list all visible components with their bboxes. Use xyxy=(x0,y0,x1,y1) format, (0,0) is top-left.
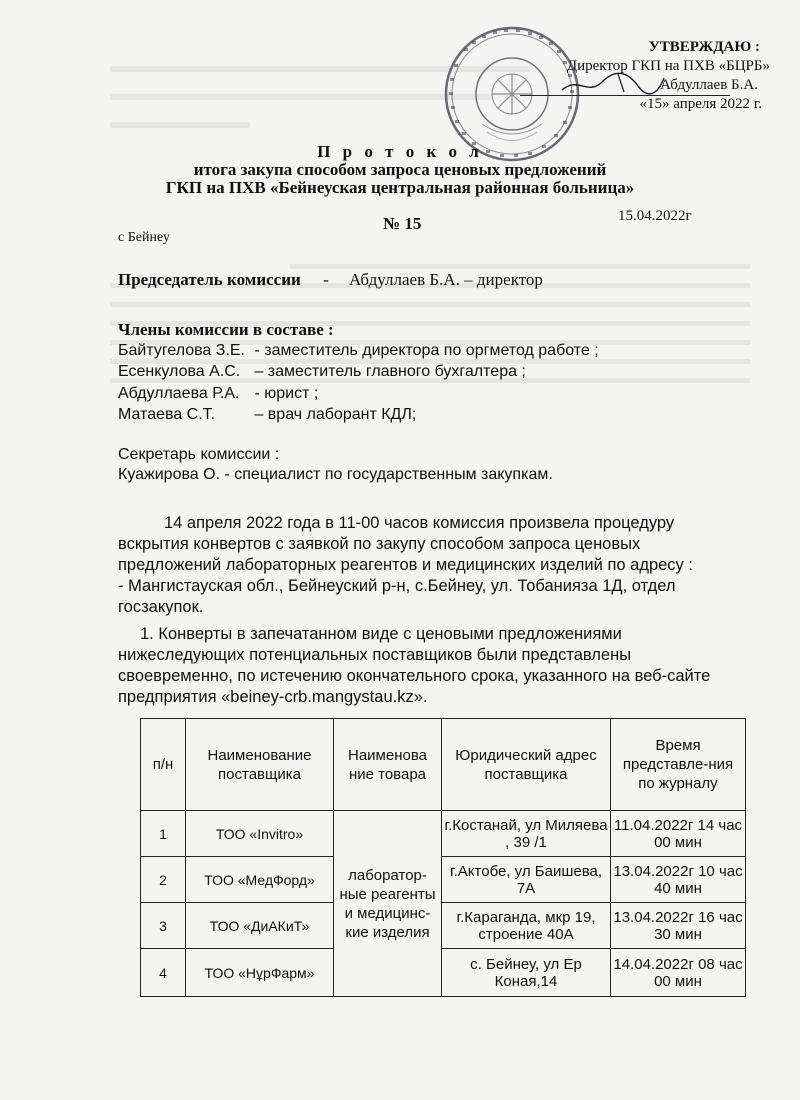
paragraph-line: нижеследующих потенциальных поставщиков были представлены xyxy=(118,646,632,664)
table-row xyxy=(141,949,746,997)
secretary-heading: Секретарь комиссии : xyxy=(118,446,280,463)
cell-time: 13.04.2022г 10 час 40 мин xyxy=(611,857,746,903)
secretary-value: Куажирова О. - специалист по государственным закупкам. xyxy=(118,466,553,483)
member-name: Матаева С.Т. xyxy=(118,406,216,423)
col-header-time: Время представле-ния по журналу xyxy=(611,719,746,811)
member-row xyxy=(118,406,416,424)
table-row xyxy=(141,857,746,903)
chairman-line xyxy=(118,270,543,290)
cell-address: с. Бейнеу, ул Ер Коная,14 xyxy=(442,949,611,997)
protocol-date: 15.04.2022г xyxy=(618,208,692,224)
cell-supplier: ТОО «ДиАКиТ» xyxy=(186,903,334,949)
approval-name: Абдуллаев Б.А. xyxy=(660,77,758,93)
paragraph-line: 14 апреля 2022 года в 11-00 часов комиссия произвела процедуру xyxy=(164,514,675,532)
member-role: - заместитель директора по оргметод работе ; xyxy=(254,342,599,359)
member-name: Абдуллаева Р.А. xyxy=(118,385,240,402)
protocol-number: № 15 xyxy=(383,214,422,233)
paragraph-line: предприятия «beiney-crb.mangystau.kz». xyxy=(118,688,428,706)
member-row xyxy=(118,342,599,360)
col-header-address: Юридический адрес поставщика xyxy=(442,719,611,811)
members-heading: Члены комиссии в составе : xyxy=(118,320,334,339)
protocol-place: с Бейнеу xyxy=(118,230,170,245)
chairman-dash: - xyxy=(323,270,329,289)
col-header-number: п/н xyxy=(141,719,186,811)
member-name: Байтугелова З.Е. xyxy=(118,342,245,359)
col-header-supplier: Наименование поставщика xyxy=(186,719,334,811)
member-row xyxy=(118,385,318,403)
member-role: – заместитель главного бухгалтера ; xyxy=(254,363,526,380)
paragraph-line: госзакупок. xyxy=(118,598,204,616)
envelopes-paragraph xyxy=(118,624,743,708)
director-signature xyxy=(558,68,668,98)
cell-time: 13.04.2022г 16 час 30 мин xyxy=(611,903,746,949)
cell-address: г.Костанай, ул Миляева , 39 /1 xyxy=(442,811,611,857)
cell-number: 3 xyxy=(141,903,186,949)
cell-address: г.Актобе, ул Баишева, 7А xyxy=(442,857,611,903)
table-row xyxy=(141,903,746,949)
approval-date: «15» апреля 2022 г. xyxy=(639,96,762,112)
paragraph-line: 1. Конверты в запечатанном виде с ценовыми предложениями xyxy=(140,625,622,643)
paragraph-line: - Мангистауская обл., Бейнеуский р-н, с.Бейнеу, ул. Тобанияза 1Д, отдел xyxy=(118,577,676,595)
cell-number: 2 xyxy=(141,857,186,903)
protocol-title: П р о т о к о л xyxy=(317,142,483,161)
cell-supplier: ТОО «НұрФарм» xyxy=(186,949,334,997)
cell-address: г.Караганда, мкр 19, строение 40А xyxy=(442,903,611,949)
cell-number: 4 xyxy=(141,949,186,997)
cell-goods: лаборатор-ные реагенты и медицинс-кие изделия xyxy=(334,811,442,997)
paragraph-line: вскрытия конвертов с заявкой по закупу способом запроса ценовых xyxy=(118,535,641,553)
cell-supplier: ТОО «Invitro» xyxy=(186,811,334,857)
table-header-row xyxy=(141,719,746,811)
table-row xyxy=(141,811,746,857)
paragraph-line: своевременно, по истечению окончательного срока, указанного на веб-сайте xyxy=(118,667,711,685)
paragraph-line: предложений лабораторных реагентов и медицинских изделий по адресу : xyxy=(118,556,693,574)
cell-number: 1 xyxy=(141,811,186,857)
member-name: Есенкулова А.С. xyxy=(118,363,241,380)
chairman-label: Председатель комиссии xyxy=(118,270,301,289)
cell-supplier: ТОО «МедФорд» xyxy=(186,857,334,903)
protocol-subtitle: итога закупа способом запроса ценовых предложений xyxy=(193,160,607,179)
approval-block xyxy=(520,38,770,114)
approval-position: Директор ГКП на ПХВ «БЦРБ» xyxy=(566,58,770,74)
member-role: – врач лаборант КДЛ; xyxy=(254,406,417,423)
member-row xyxy=(118,363,526,381)
col-header-goods: Наименова ние товара xyxy=(334,719,442,811)
member-role: - юрист ; xyxy=(254,385,319,402)
cell-time: 14.04.2022г 08 час 00 мин xyxy=(611,949,746,997)
cell-time: 11.04.2022г 14 час 00 мин xyxy=(611,811,746,857)
chairman-value: Абдуллаев Б.А. – директор xyxy=(348,270,543,289)
organization-name: ГКП на ПХВ «Бейнеуская центральная районная больница» xyxy=(165,178,635,197)
approval-heading: УТВЕРЖДАЮ : xyxy=(648,39,760,55)
opening-paragraph xyxy=(118,513,743,618)
suppliers-table xyxy=(140,718,746,997)
